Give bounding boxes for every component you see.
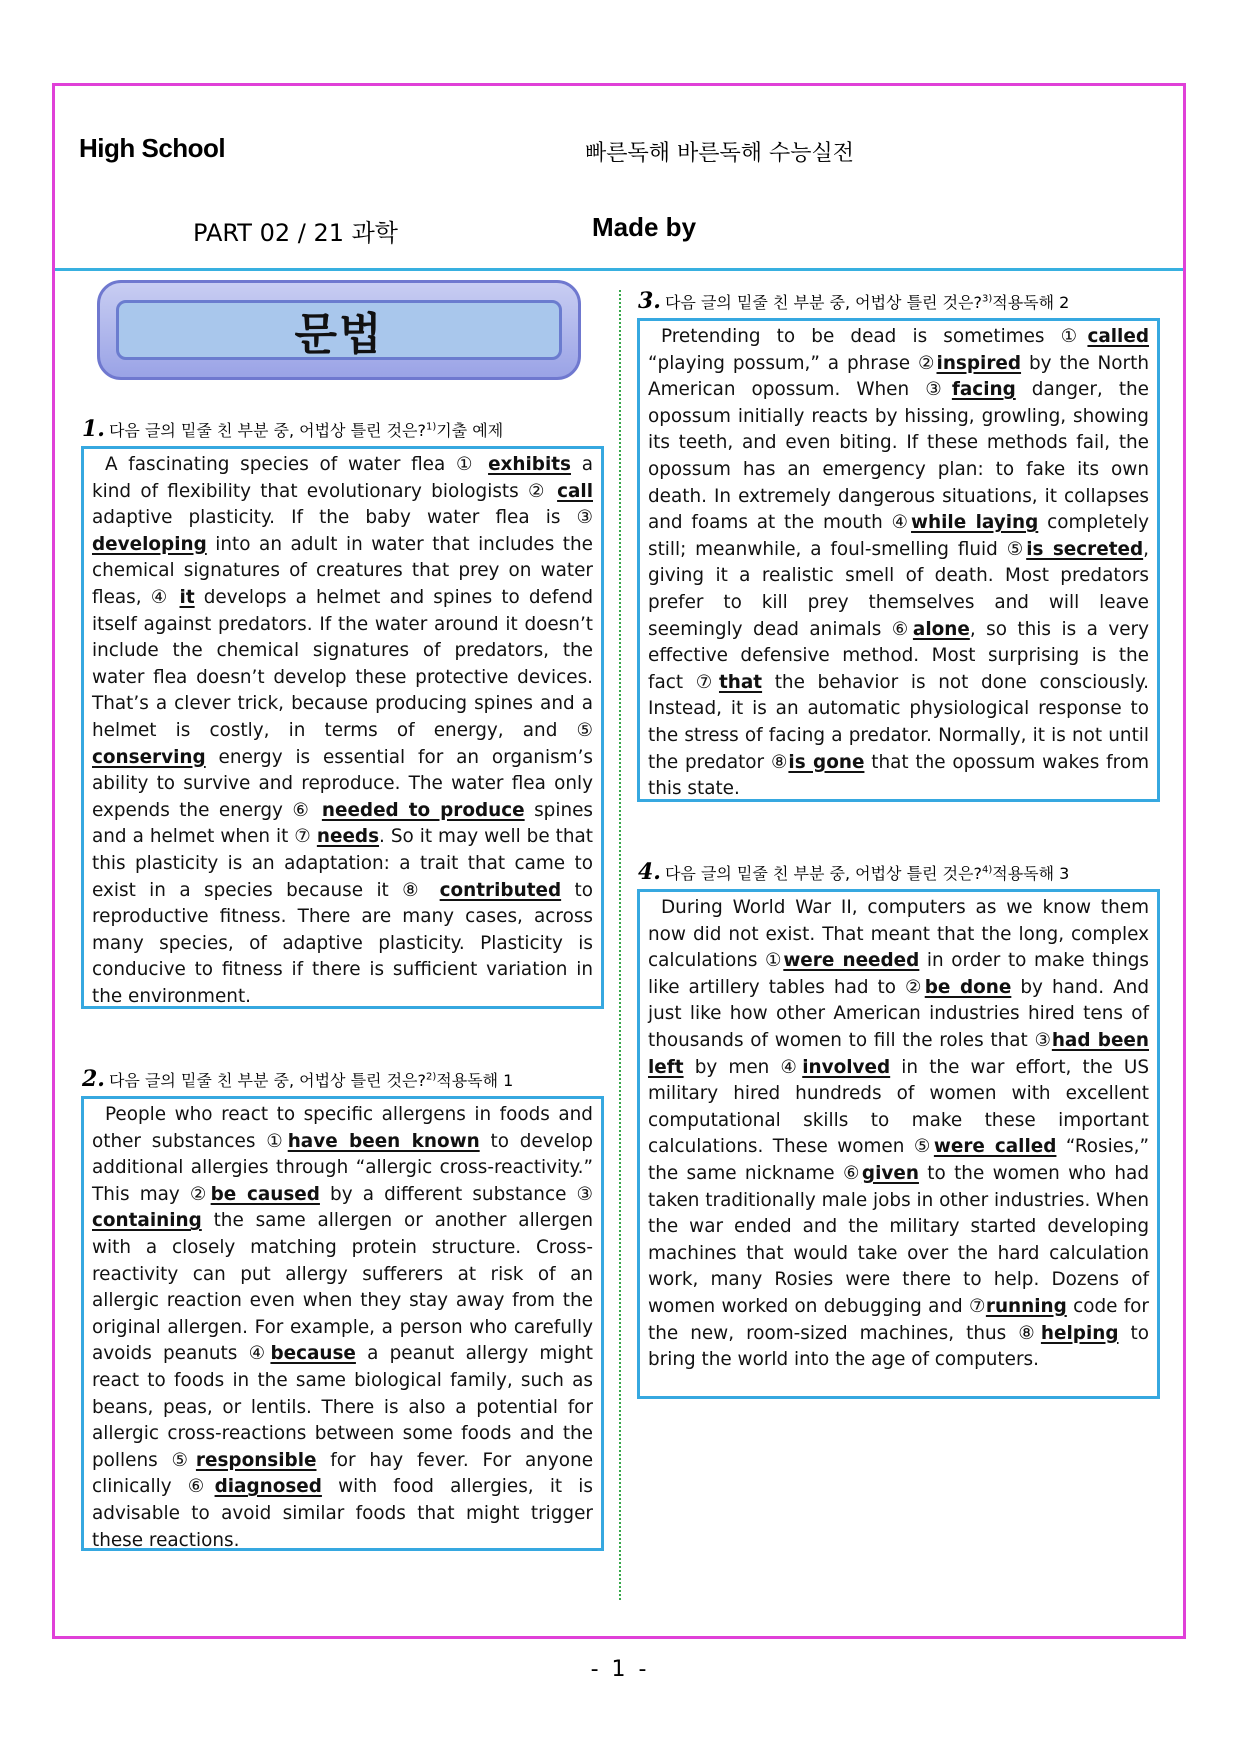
underlined-choice: were called: [933, 1136, 1057, 1158]
underlined-choice: had been left: [648, 1029, 1149, 1078]
footnote-mark: 1): [426, 421, 437, 433]
underlined-choice: that: [718, 671, 763, 693]
question-prompt: 다음 글의 밑줄 친 부분 중, 어법상 틀린 것은?: [664, 864, 982, 883]
column-divider: [619, 290, 621, 1600]
question-4-header: [638, 859, 1069, 885]
underlined-choice: diagnosed: [214, 1476, 322, 1498]
question-prompt: 다음 글의 밑줄 친 부분 중, 어법상 틀린 것은?: [108, 1071, 426, 1090]
question-source: 기출 예제: [436, 421, 504, 440]
underlined-choice: call: [557, 480, 593, 502]
passage-text: People who react to specific allergens in foods and other substances ①have been known to develop additional allergies through “allergic cross-reactivity.” This may ②be caused by a different substance ③ containing the same allergen or another allergen with a closely matching protein structure. Cross-reactivity can put allergy sufferers at risk of an allergic reaction even when they stay away from the original allergen. For example, a person who carefully avoids peanuts ④because a peanut allergy might react to foods in the same biological family, such as beans, peas, or lentils. There is also a potential for allergic cross-reactions between some foods and the pollens ⑤responsible for hay fever. For anyone clinically ⑥diagnosed with food allergies, it is advisable to avoid similar foods that might trigger these reactions.: [92, 1104, 594, 1551]
underlined-choice: involved: [802, 1056, 891, 1078]
section-badge-label: 문법: [116, 300, 562, 360]
underlined-choice: it: [179, 586, 195, 608]
book-title: 빠른독해 바른독해 수능실전: [585, 141, 855, 166]
underlined-choice: be done: [924, 976, 1012, 998]
footnote-mark: 4): [982, 864, 993, 876]
footnote-mark: 2): [426, 1071, 437, 1083]
question-2-passage: [81, 1096, 604, 1551]
made-by-label: Made by: [592, 212, 697, 242]
question-1-passage: [81, 446, 604, 1009]
underlined-choice: given: [861, 1162, 919, 1184]
school-title: High School: [79, 133, 226, 163]
underlined-choice: responsible: [195, 1449, 317, 1471]
question-3-header: [638, 288, 1069, 314]
passage-text: A fascinating species of water flea ① exhibits a kind of flexibility that evolutionary biologists ② call adaptive plasticity. If the baby water flea is ③ developing into an adult in water that includes the chemical signatures of creatures that prey on water fleas, ④ it develops a helmet and spines to defend itself against predators. If the water around it doesn’t include the chemical signatures of predators, the water flea doesn’t develop these protective devices. That’s a clever trick, because producing spines and a helmet is costly, in terms of energy, and ⑤ conserving energy is essential for an organism’s ability to survive and reproduce. The water flea only expends the energy ⑥ needed to produce spines and a helmet when it ⑦ needs. So it may well be that this plasticity is an adaptation: a trait that came to exist in a species because it ⑧ contributed to reproductive fitness. There are many cases, across many species, of adaptive plasticity. Plasticity is conducive to fitness if there is sufficient variation in the environment.: [92, 454, 593, 1007]
underlined-choice: needs: [316, 826, 380, 848]
underlined-choice: containing: [92, 1210, 202, 1232]
underlined-choice: were needed: [783, 950, 920, 972]
underlined-choice: running: [985, 1295, 1067, 1317]
question-source: 적용독해 3: [992, 864, 1070, 883]
underlined-choice: is secreted: [1026, 538, 1144, 560]
question-4-passage: [637, 889, 1160, 1399]
footnote-mark: 3): [982, 293, 993, 305]
question-number: 1.: [82, 416, 105, 442]
question-2-header: [82, 1066, 513, 1092]
underlined-choice: because: [270, 1343, 356, 1365]
underlined-choice: have been known: [287, 1130, 480, 1152]
underlined-choice: facing: [951, 379, 1016, 401]
underlined-choice: contributed: [439, 879, 562, 901]
underlined-choice: while laying: [911, 512, 1039, 534]
question-number: 2.: [82, 1066, 105, 1092]
underlined-choice: called: [1087, 326, 1149, 347]
underlined-choice: developing: [92, 533, 207, 555]
underlined-choice: alone: [912, 618, 970, 640]
passage-text: Pretending to be dead is sometimes ①called “playing possum,” a phrase ②inspired by the North American opossum. When ③facing danger, the opossum initially reacts by hissing, growling, showing its teeth, and even biting. If these methods fail, the opossum has an emergency plan: to fake its own death. In extremely dangerous situations, it collapses and foams at the mouth ④while laying completely still; meanwhile, a foul-smelling fluid ⑤is secreted, giving it a realistic smell of death. Most predators prefer to kill prey themselves and will leave seemingly dead animals ⑥alone, so this is a very effective defensive method. Most surprising is the fact ⑦that the behavior is not done consciously. Instead, it is an automatic physiological response to the stress of facing a predator. Normally, it is not until the predator ⑧is gone that the opossum wakes from this state.: [648, 326, 1149, 800]
question-source: 적용독해 1: [436, 1071, 514, 1090]
passage-text: During World War II, computers as we know them now did not exist. That meant that the long, complex calculations ①were needed in order to make things like artillery tables had to ②be done by hand. And just like how other American industries hired tens of thousands of women to fill the roles that ③had been left by men ④involved in the war effort, the US military hired hundreds of women with excellent computational skills to make these important calculations. These women ⑤were called “Rosies,” the same nickname ⑥given to the women who had taken traditionally male jobs in other industries. When the war ended and the military started developing machines that would take over the hard calculation work, many Rosies were there to help. Dozens of women worked on debugging and ⑦running code for the new, room-sized machines, thus ⑧helping to bring the world into the age of computers.: [648, 897, 1150, 1371]
underlined-choice: be caused: [210, 1183, 320, 1205]
underlined-choice: conserving: [92, 746, 206, 768]
header-divider: [55, 268, 1183, 271]
section-badge: [97, 280, 581, 380]
question-source: 적용독해 2: [992, 293, 1070, 312]
question-number: 4.: [638, 859, 661, 885]
page-number: - 1 -: [590, 1657, 650, 1682]
underlined-choice: exhibits: [488, 454, 571, 475]
part-label: PART 02 / 21 과학: [193, 219, 398, 247]
question-prompt: 다음 글의 밑줄 친 부분 중, 어법상 틀린 것은?: [108, 421, 426, 440]
question-3-passage: [637, 318, 1160, 802]
underlined-choice: inspired: [936, 352, 1022, 374]
underlined-choice: is gone: [788, 751, 865, 773]
question-prompt: 다음 글의 밑줄 친 부분 중, 어법상 틀린 것은?: [664, 293, 982, 312]
question-1-header: [82, 416, 503, 442]
question-number: 3.: [638, 288, 661, 314]
underlined-choice: helping: [1040, 1322, 1119, 1344]
underlined-choice: needed to produce: [321, 799, 525, 821]
